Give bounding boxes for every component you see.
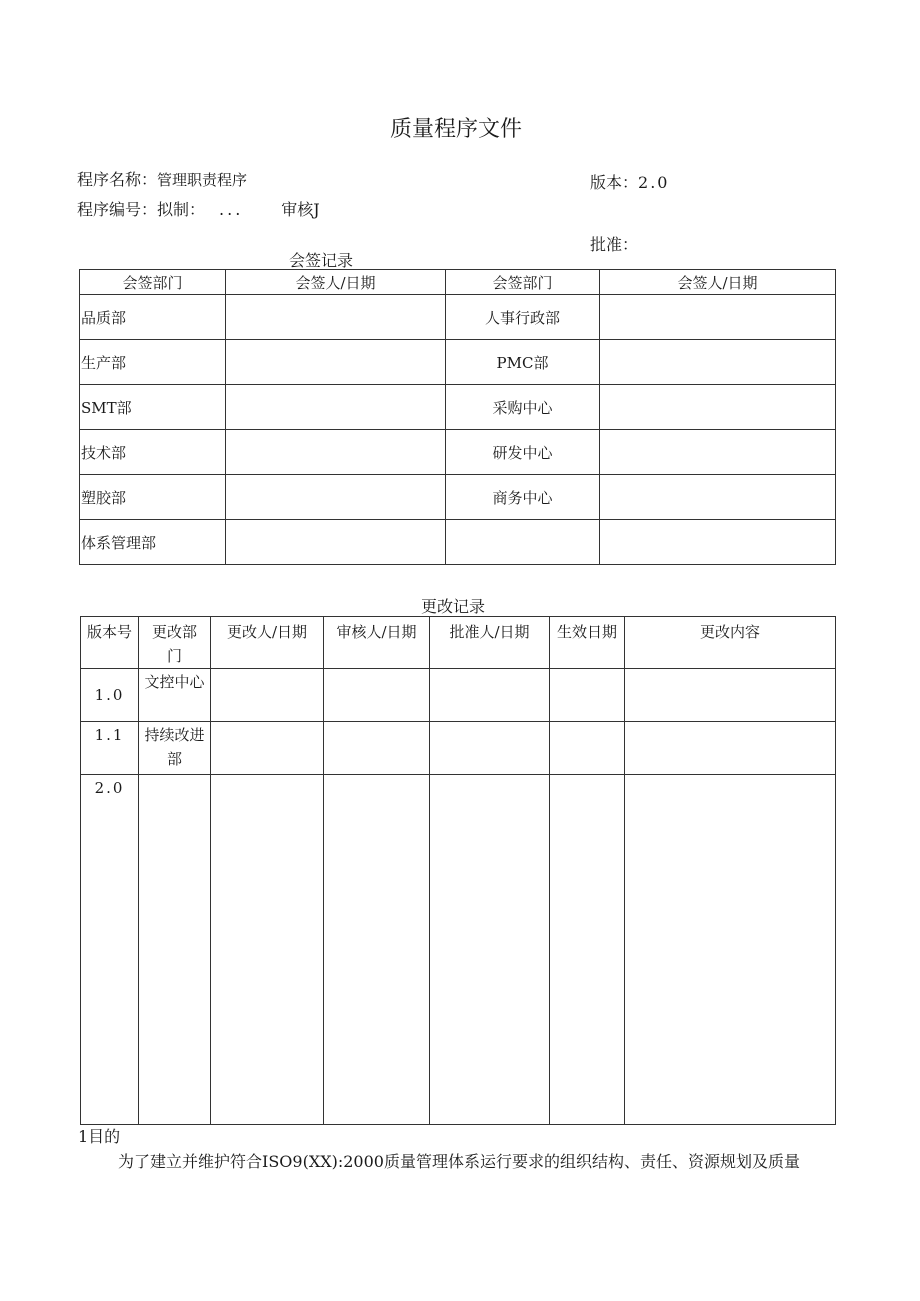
dept-cell: 持续改进部 [139, 722, 211, 775]
header-version: 版本号 [81, 617, 139, 669]
document-title: 质量程序文件 [389, 117, 522, 142]
signature-cell [600, 430, 836, 475]
header-effective-date: 生效日期 [550, 617, 625, 669]
signoff-caption: 会签记录 [289, 251, 354, 270]
version-value: 2.0 [94, 779, 125, 797]
table-row [80, 340, 836, 385]
dept-cell: 研发中心 [446, 430, 600, 475]
reviewed-label: 审核J [281, 200, 320, 219]
signature-cell [600, 475, 836, 520]
section-heading: 1目的 [78, 1127, 121, 1146]
program-name-value: 管理职责程序 [157, 171, 248, 189]
signature-cell [600, 340, 836, 385]
dept-cell: 人事行政部 [446, 295, 600, 340]
empty-cell [324, 775, 430, 1125]
empty-cell [550, 669, 625, 722]
signoff-header-signer: 会签人/日期 [226, 270, 446, 295]
dept-cell: 塑胶部 [80, 475, 226, 520]
signature-cell [226, 430, 446, 475]
changes-caption: 更改记录 [421, 597, 486, 616]
drafted-value: ... [219, 200, 244, 219]
empty-cell [211, 669, 324, 722]
empty-cell [430, 775, 550, 1125]
empty-cell [324, 722, 430, 775]
table-row [80, 295, 836, 340]
empty-cell [625, 669, 836, 722]
version-cell [81, 669, 139, 722]
dept-cell: 文控中心 [139, 669, 211, 722]
empty-cell [211, 722, 324, 775]
header-changer: 更改人/日期 [211, 617, 324, 669]
dept-cell: 品质部 [80, 295, 226, 340]
dept-cell: 生产部 [80, 340, 226, 385]
version-value: 1.0 [94, 686, 125, 704]
empty-cell [550, 722, 625, 775]
empty-cell [430, 722, 550, 775]
signoff-header-dept: 会签部门 [446, 270, 600, 295]
dept-cell [446, 520, 600, 565]
drafted-label: 拟制： [157, 200, 206, 219]
version-value: 2.0 [638, 173, 670, 192]
table-row [80, 430, 836, 475]
empty-cell [625, 722, 836, 775]
version-line [590, 170, 669, 193]
signoff-header-dept: 会签部门 [80, 270, 226, 295]
dept-cell [139, 775, 211, 1125]
approved-label: 批准： [590, 235, 639, 254]
table-row [80, 520, 836, 565]
table-row [81, 722, 836, 775]
header-dept: 更改部门 [139, 617, 211, 669]
dept-cell: PMC部 [446, 340, 600, 385]
empty-cell [550, 775, 625, 1125]
version-cell [81, 775, 139, 1125]
dept-cell: 体系管理部 [80, 520, 226, 565]
table-row [80, 475, 836, 520]
dept-cell: 技术部 [80, 430, 226, 475]
table-row [80, 385, 836, 430]
signoff-header-row [80, 270, 836, 295]
signoff-header-signer: 会签人/日期 [600, 270, 836, 295]
version-cell [81, 722, 139, 775]
changes-table [80, 616, 836, 1125]
changes-header-row [81, 617, 836, 669]
signature-cell [600, 295, 836, 340]
program-number-line [77, 197, 320, 220]
empty-cell [211, 775, 324, 1125]
version-label: 版本： [590, 173, 639, 192]
header-content: 更改内容 [625, 617, 836, 669]
signature-cell [600, 520, 836, 565]
dept-cell: 商务中心 [446, 475, 600, 520]
signature-cell [600, 385, 836, 430]
header-approver: 批准人/日期 [430, 617, 550, 669]
signoff-table [79, 269, 836, 565]
program-number-label: 程序编号： [77, 200, 158, 219]
signature-cell [226, 520, 446, 565]
table-row [81, 775, 836, 1125]
program-name-line [77, 167, 247, 190]
header-reviewer: 审核人/日期 [324, 617, 430, 669]
table-row [81, 669, 836, 722]
program-name-label: 程序名称： [77, 170, 158, 189]
signature-cell [226, 295, 446, 340]
empty-cell [625, 775, 836, 1125]
signature-cell [226, 340, 446, 385]
signature-cell [226, 385, 446, 430]
version-value: 1.1 [94, 726, 125, 744]
empty-cell [430, 669, 550, 722]
empty-cell [324, 669, 430, 722]
section-paragraph: 为了建立并维护符合ISO9(XX):2000质量管理体系运行要求的组织结构、责任、资源规划及质量 [118, 1152, 800, 1171]
dept-cell: 采购中心 [446, 385, 600, 430]
dept-cell: SMT部 [80, 385, 226, 430]
signature-cell [226, 475, 446, 520]
